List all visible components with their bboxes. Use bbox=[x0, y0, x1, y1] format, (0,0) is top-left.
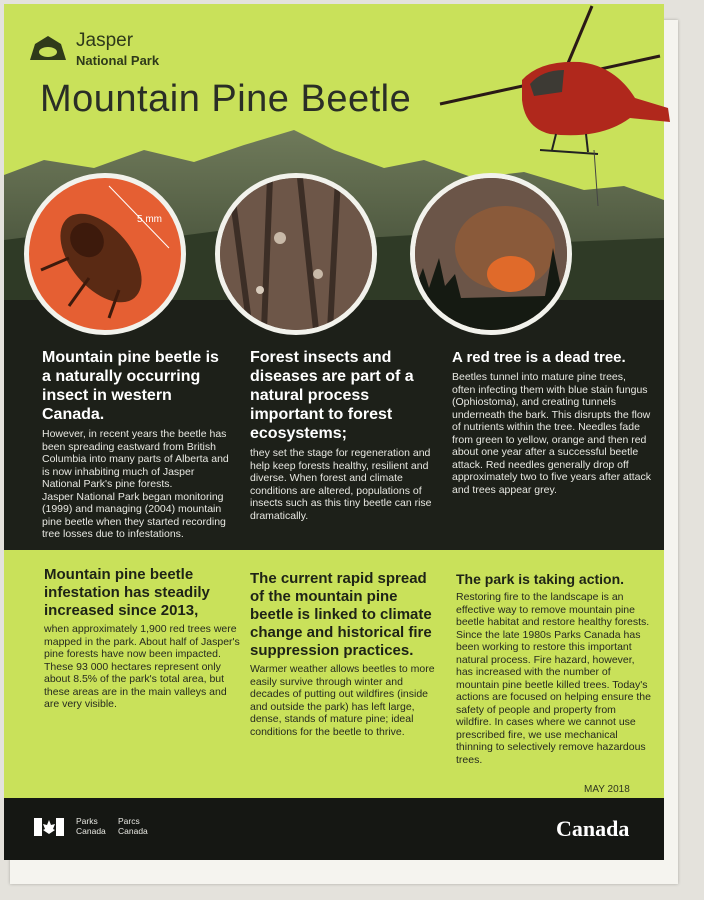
column-heading: Mountain pine beetle infestation has steadily increased since 2013, bbox=[44, 566, 210, 619]
logo-subtitle: National Park bbox=[76, 53, 160, 68]
column-body: Restoring fire to the landscape is an effective way to remove mountain pine beetle habitat and restore healthy forests. Since the late 1980s Parks Canada has been working to restore this important natural process. Fire hazard, however, has increased with the number of mountain pine beetle killed trees. Today's actions are focused on helping ensure the safety of people and property from wildfire. In cases where we cannot use prescribed fire, we use mechanical thinning to selectively remove hazardous trees. bbox=[456, 591, 651, 766]
column-heading: The current rapid spread of the mountain pine beetle is linked to climate change and historical fire suppression practices. bbox=[250, 570, 432, 659]
parks-en-line2: Canada bbox=[76, 826, 106, 836]
canada-flag-icon bbox=[34, 818, 64, 836]
wildfire-photo bbox=[410, 173, 572, 335]
beetle-photo bbox=[24, 173, 186, 335]
column-heading: The park is taking action. bbox=[456, 571, 625, 587]
parks-en-line1: Parks bbox=[76, 816, 98, 826]
beetle-scale-label: 5 mm bbox=[137, 214, 162, 225]
column-body: Warmer weather allows beetles to more easily survive through winter and decades of putting out wildfires (inside and outside the park) has left large, dense, stands of mature pine; ideal conditions for the beetle to thrive. bbox=[250, 663, 435, 738]
column-heading: A red tree is a dead tree. bbox=[452, 349, 626, 366]
parks-fr-line2: Canada bbox=[118, 826, 148, 836]
info-column-2 bbox=[250, 348, 440, 522]
parks-canada-fr bbox=[118, 816, 148, 836]
column-heading: Mountain pine beetle is a naturally occurring insect in western Canada. bbox=[42, 349, 219, 423]
info-column-4 bbox=[44, 566, 240, 711]
column-body-2: Jasper National Park began monitoring (1999) and managing (2004) mountain pine beetle when they started recording tree losses due to infestations. bbox=[42, 490, 226, 540]
parks-fr-line1: Parcs bbox=[118, 816, 140, 826]
canada-wordmark: Canada bbox=[556, 816, 630, 841]
column-body: when approximately 1,900 red trees were mapped in the park. About half of Jasper's pine forests have now been impacted. These 93 000 hectares represent only about 8.5% of the park's total area, but these areas are in the main valleys and are very visible. bbox=[44, 623, 240, 710]
column-heading: Forest insects and diseases are part of a natural process important to forest ecosystems; bbox=[250, 349, 414, 442]
column-body: Beetles tunnel into mature pine trees, often infecting them with blue stain fungus (Ophiostoma), and creating tunnels underneath the bark. This disrupts the flow of nutrients within the tree. Needles fade from green to yellow, orange and then red about one year after a successful beetle attack. Red needles generally drop off approximately two to five years after attack and trees appear grey. bbox=[452, 371, 652, 496]
column-body: they set the stage for regeneration and help keep forests healthy, resilient and diverse. When forest and climate conditions are altered, populations of insects such as this tiny beetle can rise dramatically. bbox=[250, 447, 432, 522]
bark-photo bbox=[215, 173, 377, 335]
beaver-logo-icon bbox=[28, 34, 68, 64]
page-title: Mountain Pine Beetle bbox=[40, 78, 412, 120]
info-column-6 bbox=[456, 570, 654, 766]
info-column-5 bbox=[250, 570, 444, 738]
column-body: However, in recent years the beetle has been spreading eastward from British Columbia into many parts of Alberta and is now inhabiting much of Jasper National Park's pine forests. bbox=[42, 428, 229, 490]
logo-title: Jasper bbox=[76, 30, 134, 51]
parks-canada-en bbox=[76, 816, 106, 836]
info-column-1 bbox=[42, 348, 232, 541]
publish-date: MAY 2018 bbox=[584, 784, 630, 795]
info-column-3 bbox=[452, 348, 652, 496]
